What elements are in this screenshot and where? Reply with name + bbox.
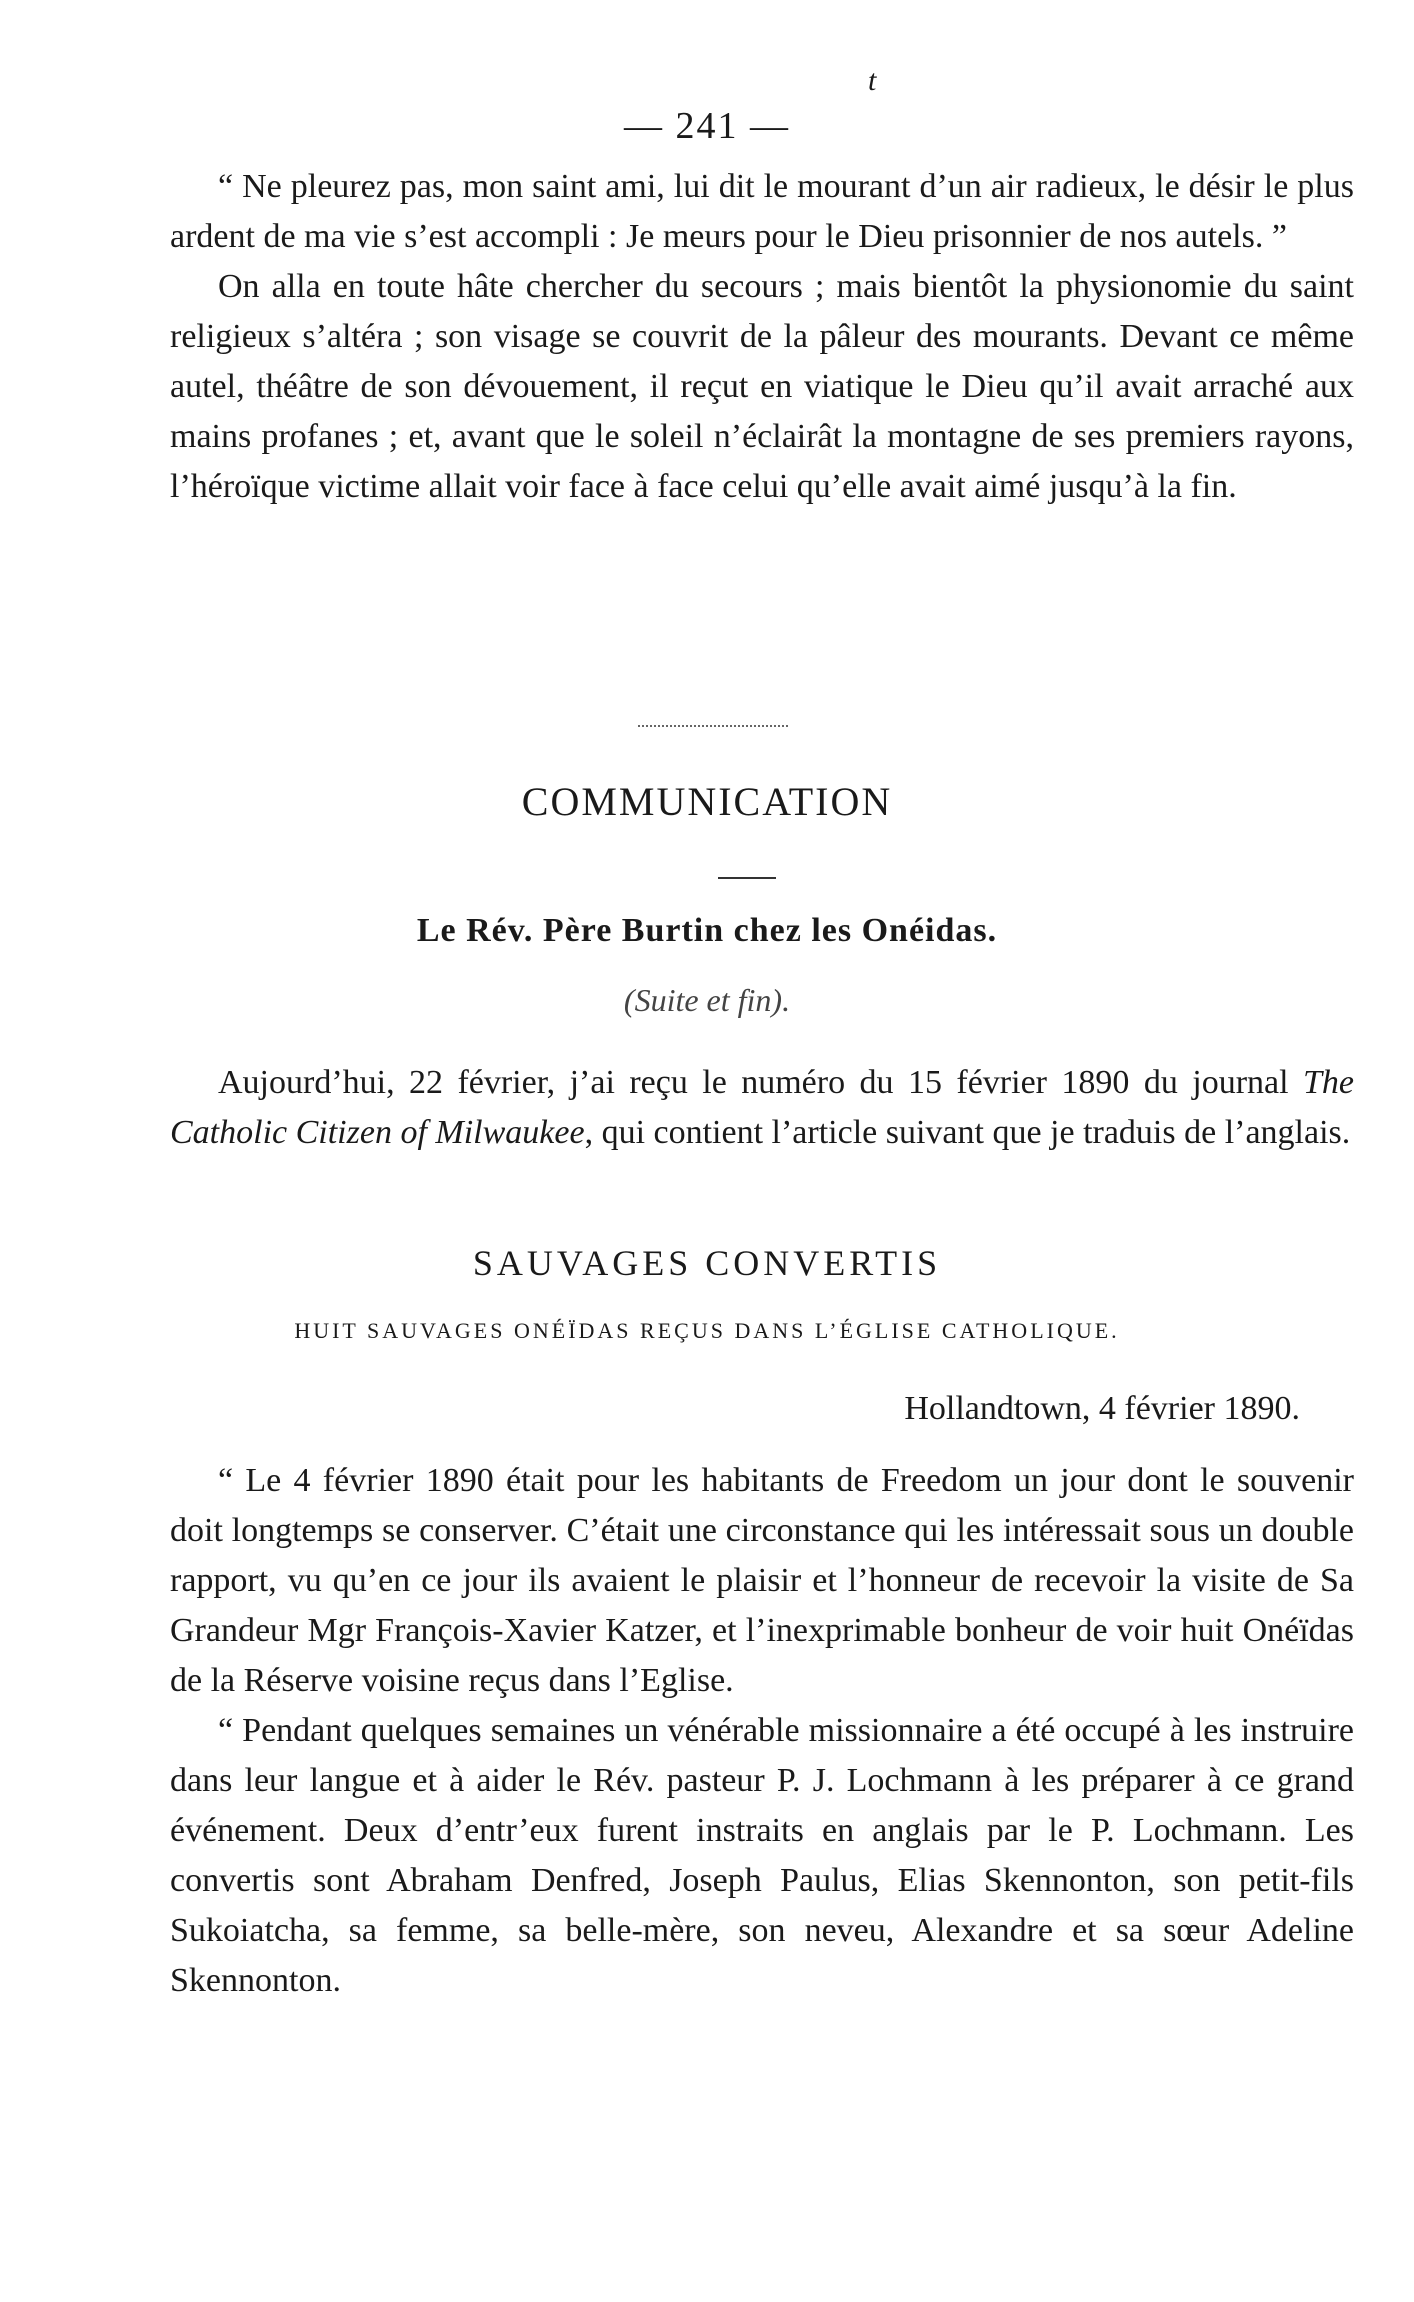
top-paragraph-1: “ Ne pleurez pas, mon saint ami, lui dit le mourant d’un air radieux, le désir le plus ardent de ma vie s’est accompli : Je meurs pour le Dieu prisonnier de nos autels. ”	[170, 168, 1354, 255]
dateline: Hollandtown, 4 février 1890.	[904, 1390, 1300, 1427]
intro-paragraph	[170, 1058, 1354, 1158]
article-heading: SAUVAGES CONVERTIS	[472, 1243, 942, 1283]
intro-text-before: Aujourd’hui, 22 février, j’ai reçu le numéro du 15 février 1890 du journal	[218, 1064, 1303, 1101]
article-body	[170, 1456, 1354, 2006]
dotted-separator	[638, 725, 788, 727]
short-rule	[718, 877, 776, 879]
margin-mark: t	[868, 64, 877, 97]
top-paragraph-2: On alla en toute hâte chercher du secours ; mais bientôt la physionomie du saint religieux s’altéra ; son visage se couvrit de la pâleur des mourants. Devant ce même autel, théâtre de son dévouement, il reçut en viatique le Dieu qu’il avait arraché aux mains profanes ; et, avant que le soleil n’éclairât la montagne de ses premiers rayons, l’héroïque victime allait voir face à face celui qu’elle avait aimé jusqu’à la fin.	[170, 268, 1354, 505]
article-title: Le Rév. Père Burtin chez les Onéidas.	[416, 912, 998, 949]
top-text-block	[170, 162, 1354, 512]
intro-block	[170, 1058, 1354, 1158]
article-paragraph-1: “ Le 4 février 1890 était pour les habitants de Freedom un jour dont le souvenir doit longtemps se conserver. C’était une circonstance qui les intéressait sous un double rapport, vu qu’en ce jour ils avaient le plaisir et l’honneur de recevoir la visite de Sa Grandeur Mgr François-Xavier Katzer, et l’inexprimable bonheur de voir huit Onéïdas de la Réserve voisine reçus dans l’Eglise.	[170, 1462, 1354, 1699]
page-number: — 241 —	[624, 105, 790, 147]
article-subheading: HUIT SAUVAGES ONÉÏDAS REÇUS DANS L’ÉGLISE CATHOLIQUE.	[294, 1318, 1120, 1343]
section-title: COMMUNICATION	[521, 779, 893, 824]
journal-name: The Catholic Citizen of Milwaukee	[170, 1064, 1354, 1151]
intro-text-after: , qui contient l’article suivant que je traduis de l’anglais.	[584, 1114, 1351, 1151]
article-subtitle: (Suite et fin).	[623, 982, 791, 1018]
article-paragraph-2: “ Pendant quelques semaines un vénérable missionnaire a été occupé à les instruire dans leur langue et à aider le Rév. pasteur P. J. Lochmann à les préparer à ce grand événement. Deux d’entr’eux furent instraits en anglais par le P. Lochmann. Les convertis sont Abraham Denfred, Joseph Paulus, Elias Skennonton, son petit-fils Sukoiatcha, sa femme, sa belle-mère, son neveu, Alexandre et sa sœur Adeline Skennonton.	[170, 1712, 1354, 1999]
